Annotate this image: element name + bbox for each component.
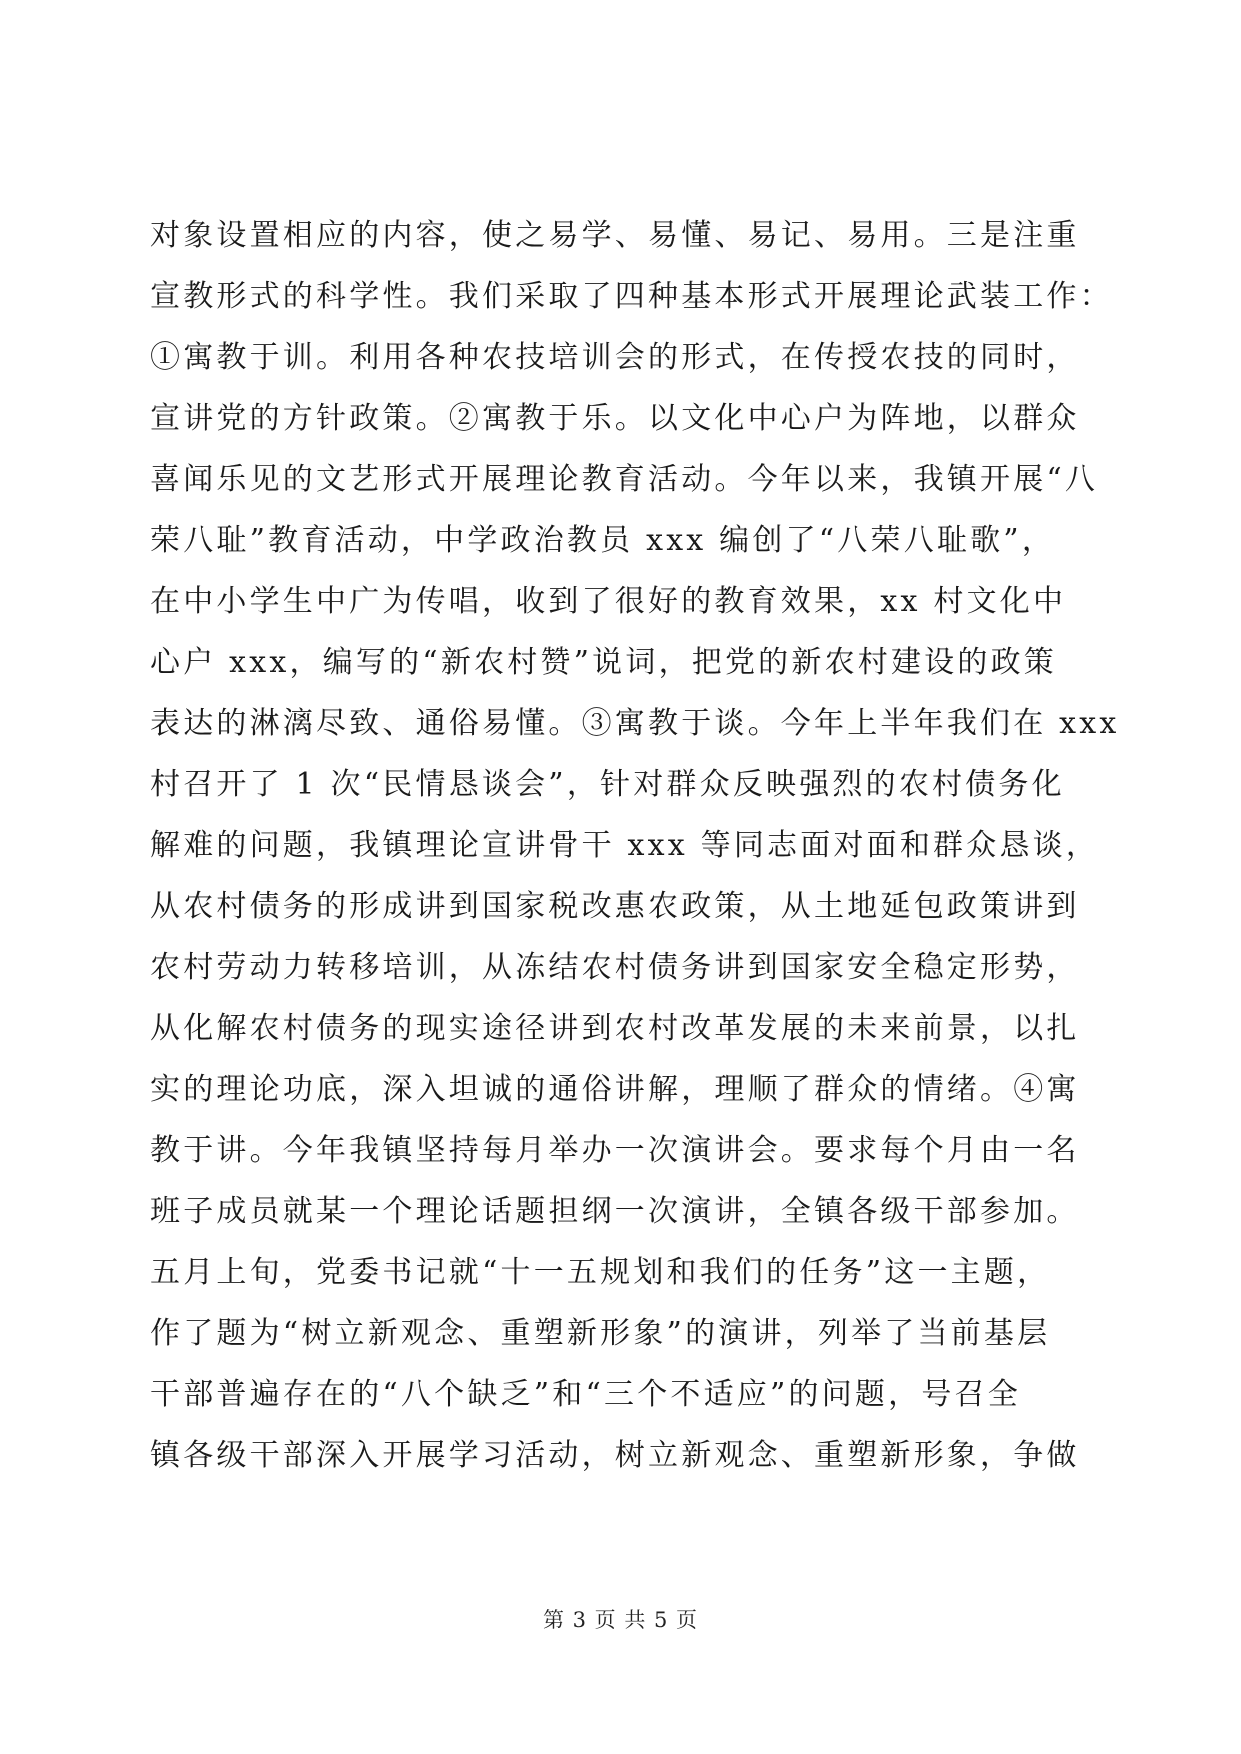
text-line: 教于讲。今年我镇坚持每月举办一次演讲会。要求每个月由一名 [150, 1133, 1080, 1168]
text-line: 从农村债务的形成讲到国家税改惠农政策，从土地延包政策讲到 [150, 889, 1080, 924]
text-line: 干部普遍存在的“八个缺乏”和“三个不适应”的问题，号召全 [150, 1377, 1021, 1412]
text-line: 镇各级干部深入开展学习活动，树立新观念、重塑新形象，争做 [150, 1438, 1080, 1473]
text-line: 五月上旬，党委书记就“十一五规划和我们的任务”这一主题， [150, 1255, 1051, 1290]
text-line: 荣八耻”教育活动，中学政治教员 xxx 编创了“八荣八耻歌”， [150, 523, 1056, 558]
text-line: 村召开了 1 次“民情恳谈会”，针对群众反映强烈的农村债务化 [150, 767, 1065, 802]
text-line: 实的理论功底，深入坦诚的通俗讲解，理顺了群众的情绪。④寓 [150, 1072, 1080, 1107]
text-line: 宣讲党的方针政策。②寓教于乐。以文化中心户为阵地，以群众 [150, 401, 1080, 436]
body-text [150, 205, 1120, 1486]
text-line: 解难的问题，我镇理论宣讲骨干 xxx 等同志面对面和群众恳谈， [150, 828, 1100, 863]
text-line: 从化解农村债务的现实途径讲到农村改革发展的未来前景，以扎 [150, 1011, 1080, 1046]
text-line: 班子成员就某一个理论话题担纲一次演讲，全镇各级干部参加。 [150, 1194, 1080, 1229]
page-number-footer: 第 3 页 共 5 页 [542, 1608, 699, 1632]
text-line: 宣教形式的科学性。我们采取了四种基本形式开展理论武装工作： [150, 279, 1113, 314]
text-line: 对象设置相应的内容，使之易学、易懂、易记、易用。三是注重 [150, 218, 1080, 253]
text-line: 喜闻乐见的文艺形式开展理论教育活动。今年以来，我镇开展“八 [150, 462, 1099, 497]
text-line: 表达的淋漓尽致、通俗易懂。③寓教于谈。今年上半年我们在 xxx [150, 706, 1120, 741]
text-line: 作了题为“树立新观念、重塑新形象”的演讲，列举了当前基层 [150, 1316, 1051, 1351]
text-line: 农村劳动力转移培训，从冻结农村债务讲到国家安全稳定形势， [150, 950, 1080, 985]
text-line: ①寓教于训。利用各种农技培训会的形式，在传授农技的同时， [150, 340, 1080, 375]
text-line: 心户 xxx，编写的“新农村赞”说词，把党的新农村建设的政策 [150, 645, 1057, 680]
text-line: 在中小学生中广为传唱，收到了很好的教育效果，xx 村文化中 [150, 584, 1067, 619]
